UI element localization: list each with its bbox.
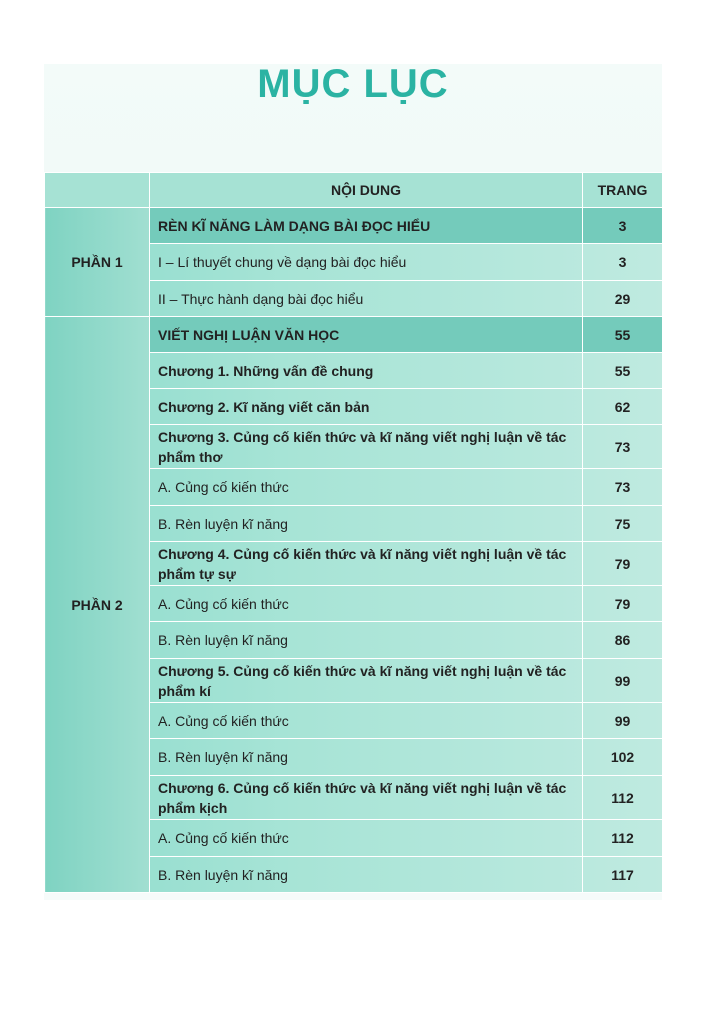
toc-entry-page: 86: [583, 622, 663, 659]
toc-body: [45, 208, 663, 893]
toc-entry-page: 112: [583, 820, 663, 857]
toc-entry-page: 79: [583, 542, 663, 586]
toc-entry-page: 117: [583, 857, 663, 893]
page-header: TRANG: [583, 173, 663, 208]
part-header-cell: [45, 173, 150, 208]
content-header: NỘI DUNG: [150, 173, 583, 208]
toc-entry-page: 99: [583, 659, 663, 703]
toc-entry-page: 112: [583, 776, 663, 820]
toc-entry-title[interactable]: RÈN KĨ NĂNG LÀM DẠNG BÀI ĐỌC HIỂU: [150, 208, 583, 244]
toc-entry-page: 73: [583, 425, 663, 469]
toc-entry-page: 62: [583, 389, 663, 425]
toc-entry-page: 102: [583, 739, 663, 776]
toc-entry-title[interactable]: B. Rèn luyện kĩ năng: [150, 622, 583, 659]
toc-entry-title[interactable]: A. Củng cố kiến thức: [150, 820, 583, 857]
toc-entry-title[interactable]: Chương 6. Củng cố kiến thức và kĩ năng viết nghị luận về tác phẩm kịch: [150, 776, 583, 820]
toc-entry-title[interactable]: I – Lí thuyết chung về dạng bài đọc hiểu: [150, 244, 583, 281]
table-header-row: [45, 173, 663, 208]
toc-entry-page: 29: [583, 281, 663, 317]
toc-entry-title[interactable]: Chương 1. Những vấn đề chung: [150, 353, 583, 389]
toc-entry-page: 99: [583, 703, 663, 739]
toc-entry-page: 3: [583, 244, 663, 281]
table-of-contents: [44, 172, 663, 893]
toc-row[interactable]: [45, 208, 663, 244]
toc-entry-page: 75: [583, 506, 663, 542]
page-title: MỤC LỤC: [257, 62, 449, 106]
toc-row[interactable]: [45, 317, 663, 353]
toc-entry-page: 55: [583, 317, 663, 353]
toc-entry-title[interactable]: B. Rèn luyện kĩ năng: [150, 506, 583, 542]
toc-entry-title[interactable]: Chương 2. Kĩ năng viết căn bản: [150, 389, 583, 425]
toc-entry-title[interactable]: A. Củng cố kiến thức: [150, 469, 583, 506]
toc-entry-title[interactable]: Chương 4. Củng cố kiến thức và kĩ năng viết nghị luận về tác phẩm tự sự: [150, 542, 583, 586]
toc-entry-title[interactable]: A. Củng cố kiến thức: [150, 703, 583, 739]
part-label-2: PHẦN 2: [45, 317, 150, 893]
toc-entry-title[interactable]: A. Củng cố kiến thức: [150, 586, 583, 622]
part-label-1: PHẦN 1: [45, 208, 150, 317]
toc-entry-title[interactable]: Chương 5. Củng cố kiến thức và kĩ năng viết nghị luận về tác phẩm kí: [150, 659, 583, 703]
toc-entry-title[interactable]: Chương 3. Củng cố kiến thức và kĩ năng viết nghị luận về tác phẩm thơ: [150, 425, 583, 469]
toc-entry-page: 3: [583, 208, 663, 244]
toc-entry-title[interactable]: B. Rèn luyện kĩ năng: [150, 739, 583, 776]
toc-entry-page: 55: [583, 353, 663, 389]
toc-entry-title[interactable]: VIẾT NGHỊ LUẬN VĂN HỌC: [150, 317, 583, 353]
toc-entry-title[interactable]: II – Thực hành dạng bài đọc hiểu: [150, 281, 583, 317]
toc-entry-page: 73: [583, 469, 663, 506]
toc-entry-page: 79: [583, 586, 663, 622]
toc-entry-title[interactable]: B. Rèn luyện kĩ năng: [150, 857, 583, 893]
